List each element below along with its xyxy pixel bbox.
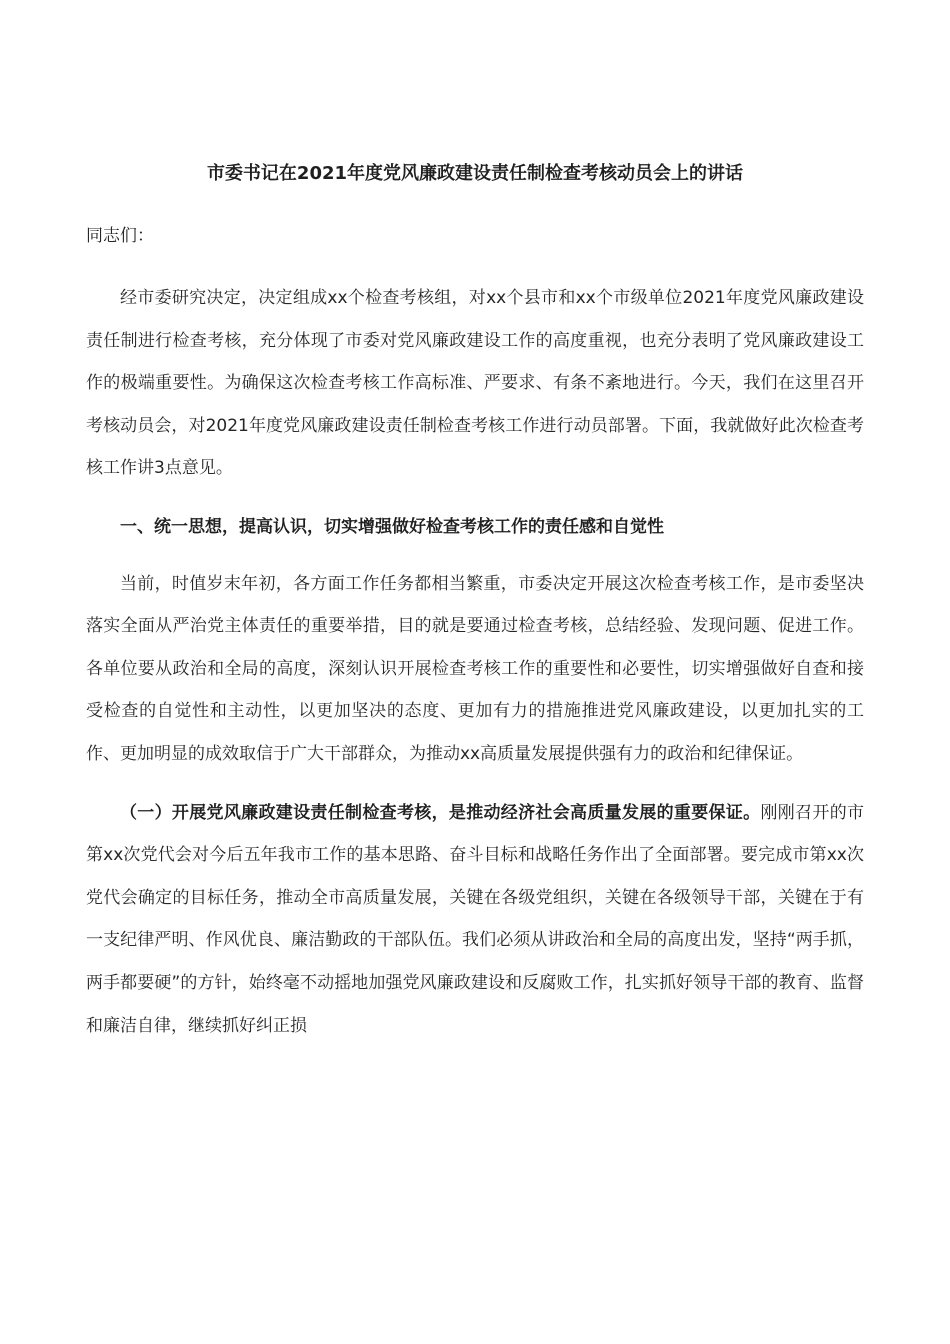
subsection-1-paragraph: [86, 792, 864, 1048]
salutation: 同志们：: [86, 226, 154, 246]
document-page: [86, 158, 864, 1047]
subsection-1-body: 刚刚召开的市第xx次党代会对今后五年我市工作的基本思路、奋斗目标和战略任务作出了全面部署。要完成市第xx次党代会确定的目标任务，推动全市高质量发展，关键在各级党组织，关键在各级领导干部，关键在于有一支纪律严明、作风优良、廉洁勤政的干部队伍。我们必须从讲政治和全局的高度出发，坚持“两手抓，两手都要硬”的方针，始终毫不动摇地加强党风廉政建设和反腐败工作，扎实抓好领导干部的教育、监督和廉洁自律，继续抓好纠正损: [86, 802, 865, 1036]
section-1-paragraph: 当前，时值岁末年初，各方面工作任务都相当繁重，市委决定开展这次检查考核工作，是市委坚决落实全面从严治党主体责任的重要举措，目的就是要通过检查考核，总结经验、发现问题、促进工作。各单位要从政治和全局的高度，深刻认识开展检查考核工作的重要性和必要性，切实增强做好自查和接受检查的自觉性和主动性，以更加坚决的态度、更加有力的措施推进党风廉政建设，以更加扎实的工作、更加明显的成效取信于广大干部群众，为推动xx高质量发展提供强有力的政治和纪律保证。: [86, 573, 864, 764]
document-title: 市委书记在2021年度党风廉政建设责任制检查考核动员会上的讲话: [206, 163, 744, 184]
subsection-1-lead: （一）开展党风廉政建设责任制检查考核，是推动经济社会高质量发展的重要保证。: [120, 802, 761, 823]
intro-paragraph: 经市委研究决定，决定组成xx个检查考核组，对xx个县市和xx个市级单位2021年度党风廉政建设责任制进行检查考核，充分体现了市委对党风廉政建设工作的高度重视，也充分表明了党风廉政建设工作的极端重要性。为确保这次检查考核工作高标准、严要求、有条不紊地进行。今天，我们在这里召开考核动员会，对2021年度党风廉政建设责任制检查考核工作进行动员部署。下面，我就做好此次检查考核工作讲3点意见。: [86, 288, 864, 479]
section-1-heading: 一、统一思想，提高认识，切实增强做好检查考核工作的责任感和自觉性: [120, 516, 664, 537]
